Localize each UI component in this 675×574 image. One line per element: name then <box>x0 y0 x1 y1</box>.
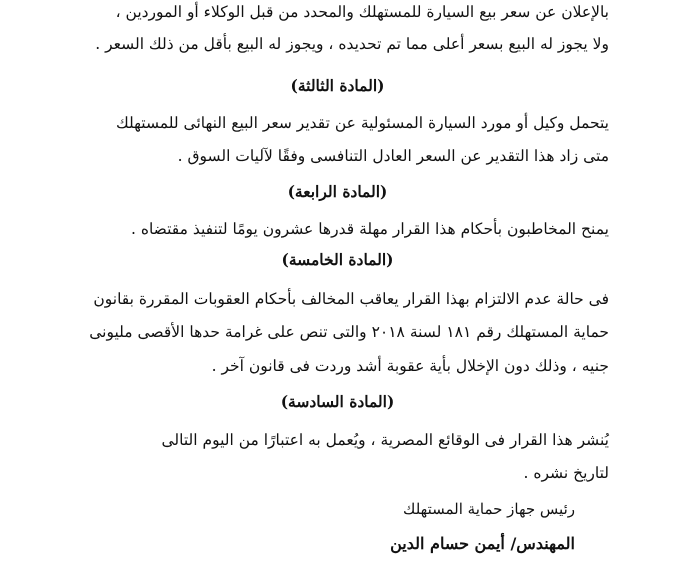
article-3-heading: (المادة الثالثة) <box>290 76 385 95</box>
signature-title: رئيس جهاز حماية المستهلك <box>403 500 575 518</box>
article-3-line-1: يتحمل وكيل أو مورد السيارة المسئولية عن تقدير سعر البيع النهائى للمستهلك <box>115 114 609 132</box>
article-5-line-1: فى حالة عدم الالتزام بهذا القرار يعاقب المخالف بأحكام العقوبات المقررة بقانون <box>93 290 609 308</box>
article-5-heading: (المادة الخامسة) <box>281 250 394 269</box>
article-4-heading: (المادة الرابعة) <box>287 182 388 201</box>
article-5-line-2: حماية المستهلك رقم ١٨١ لسنة ٢٠١٨ والتى تنص على غرامة حدها الأقصى مليونى <box>89 323 609 341</box>
article-6-line-2: لتاريخ نشره . <box>523 464 609 482</box>
intro-line-1: بالإعلان عن سعر بيع السيارة للمستهلك والمحدد من قبل الوكلاء أو الموردين ، <box>115 3 609 21</box>
intro-line-2: ولا يجوز له البيع بسعر أعلى مما تم تحديده ، ويجوز له البيع بأقل من ذلك السعر . <box>95 35 609 53</box>
article-4-line-1: يمنح المخاطبون بأحكام هذا القرار مهلة قدرها عشرون يومًا لتنفيذ مقتضاه . <box>130 220 609 238</box>
article-6-line-1: يُنشر هذا القرار فى الوقائع المصرية ، ويُعمل به اعتبارًا من اليوم التالى <box>161 431 609 449</box>
article-5-line-3: جنيه ، وذلك دون الإخلال بأية عقوبة أشد وردت فى قانون آخر . <box>211 357 609 375</box>
signature-name: المهندس/ أيمن حسام الدين <box>390 534 575 553</box>
article-6-heading: (المادة السادسة) <box>280 392 395 411</box>
article-3-line-2: متى زاد هذا التقدير عن السعر العادل التنافسى وفقًا لآليات السوق . <box>177 147 609 165</box>
